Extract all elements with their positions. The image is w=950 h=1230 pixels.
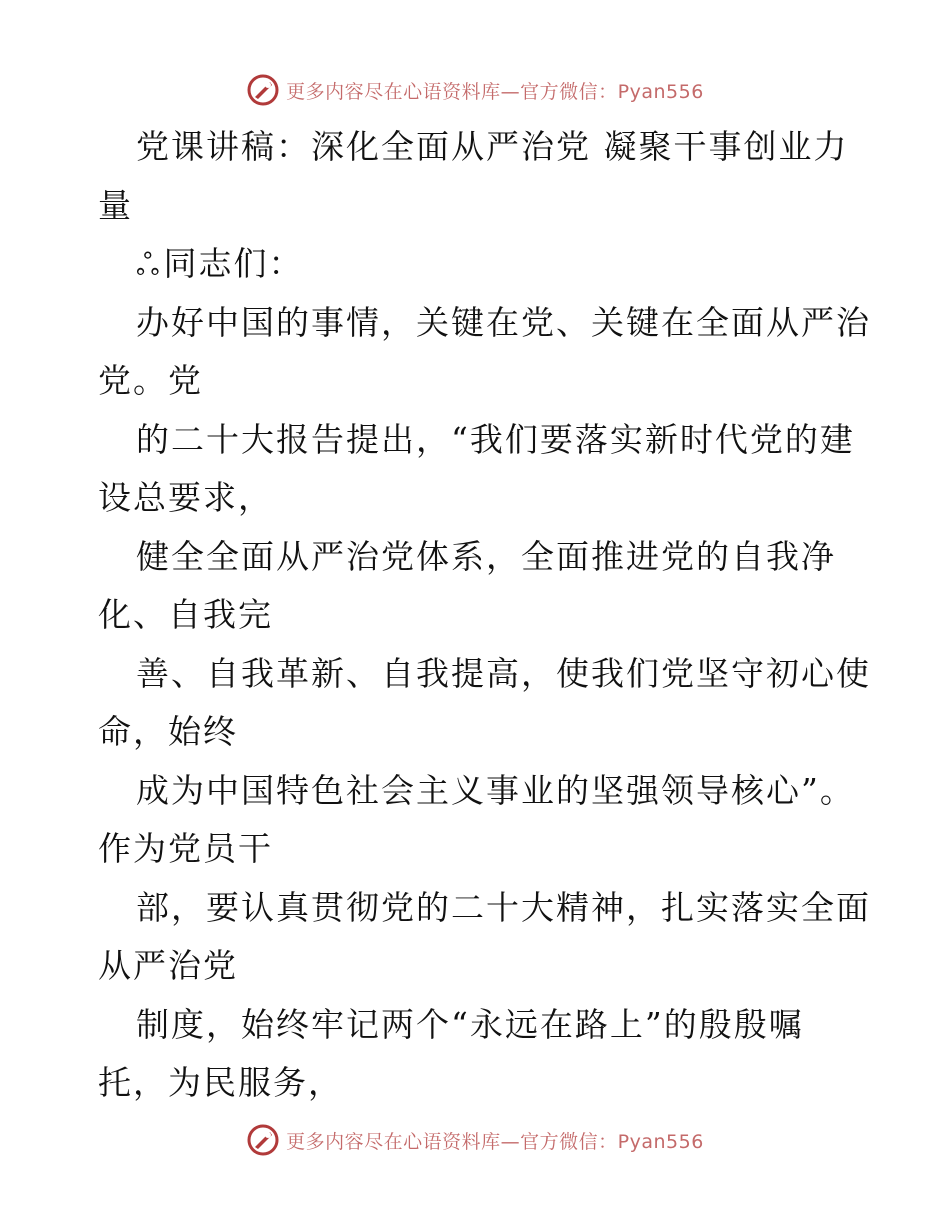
title-line-continued: 量 (98, 185, 133, 225)
body-line: 命，始终 (98, 712, 238, 751)
title-line: 党课讲稿：深化全面从严治党 凝聚干事创业力 (136, 127, 849, 166)
body-line: 作为党员干 (98, 829, 273, 868)
salutation-line (98, 235, 888, 294)
watermark-text: 更多内容尽在心语资料库—官方微信：Pyan556 (286, 80, 704, 103)
body-line: 办好中国的事情，关键在党、关键在全面从严治 (136, 302, 871, 342)
header-watermark-banner (0, 70, 950, 110)
footer-watermark-banner (0, 1120, 950, 1160)
body-line: 成为中国特色社会主义事业的坚强领导核心”。 (136, 770, 855, 810)
body-line: 善、自我革新、自我提高，使我们党坚守初心使 (136, 653, 871, 693)
body-line: 部，要认真贯彻党的二十大精神，扎实落实全面 (136, 887, 871, 927)
body-line: 党。党 (98, 361, 203, 400)
salutation-text: 同志们： (163, 244, 304, 283)
body-line: 化、自我完 (98, 595, 273, 634)
body-line: 从严治党 (98, 946, 238, 985)
body-line: 托，为民服务， (98, 1063, 343, 1102)
quill-circle-icon (246, 1123, 280, 1157)
body-line: 制度，始终牢记两个“永远在路上”的殷殷嘱 (136, 1004, 804, 1044)
document-body (98, 118, 888, 1113)
body-line: 设总要求， (98, 478, 273, 517)
body-line: 的二十大报告提出，“我们要落实新时代党的建 (136, 419, 855, 459)
watermark-text: 更多内容尽在心语资料库—官方微信：Pyan556 (286, 1130, 704, 1153)
flourish-icon: ஃ (136, 248, 162, 283)
body-line: 健全全面从严治党体系，全面推进党的自我净 (136, 536, 836, 576)
quill-circle-icon (246, 73, 280, 107)
